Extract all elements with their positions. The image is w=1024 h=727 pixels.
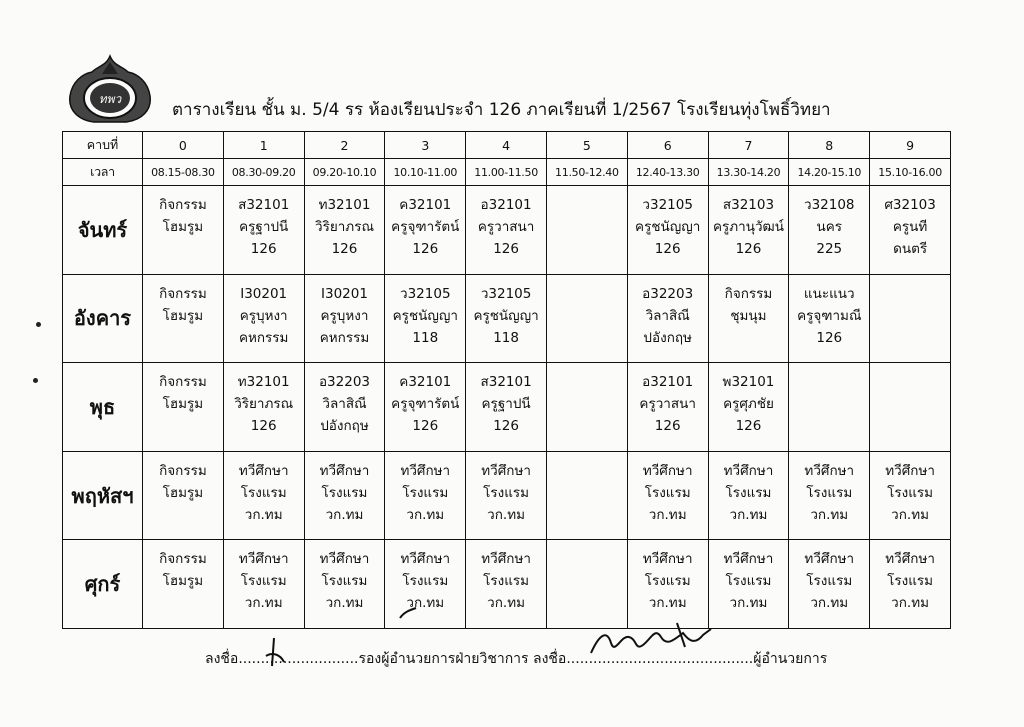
cell-line: ว32105 — [400, 285, 451, 302]
class-cell — [143, 540, 224, 629]
class-cell — [223, 274, 304, 363]
period-number: 7 — [708, 132, 789, 159]
class-cell — [223, 451, 304, 540]
cell-line: วิริยาภรณ — [234, 396, 294, 413]
cell-line: ครูศุภชัย — [723, 396, 774, 413]
cell-line: โฮมรูม — [162, 484, 204, 501]
class-cell — [466, 363, 547, 452]
cell-line: ครูบุหงา — [320, 307, 369, 324]
class-cell — [546, 274, 627, 363]
cell-line: วก.ทม — [487, 506, 525, 523]
time-slot: 11.00-11.50 — [466, 159, 547, 186]
class-cell — [385, 451, 466, 540]
cell-line: 118 — [412, 329, 439, 346]
cell-line: โรงแรม — [402, 573, 449, 590]
class-cell — [385, 540, 466, 629]
cell-line: ค32101 — [399, 374, 452, 391]
cell-line: ครูฐาปนี — [481, 396, 531, 413]
cell-line: วก.ทม — [406, 506, 445, 523]
class-cell — [789, 451, 870, 540]
period-number: 8 — [789, 132, 870, 159]
cell-line: ครูบุหงา — [239, 307, 288, 324]
cell-line: ครูจุฑามณี — [797, 307, 862, 324]
cell-line: ทวีศึกษา — [642, 551, 693, 568]
signature-dots: .......................................... — [566, 651, 754, 667]
cell-line: วก.ทม — [325, 595, 364, 612]
cell-line: โรงแรม — [806, 573, 853, 590]
period-number: 0 — [143, 132, 224, 159]
cell-line: 118 — [493, 329, 519, 346]
cell-line: ปอังกฤษ — [320, 418, 369, 435]
cell-line: ครูจุฑารัตน์ — [391, 396, 460, 413]
cell-line: วก.ทม — [810, 506, 849, 523]
cell-line: 126 — [735, 241, 762, 257]
class-cell — [546, 451, 627, 540]
day-row — [63, 451, 951, 540]
class-cell — [870, 540, 951, 629]
cell-line: ว32108 — [804, 197, 855, 213]
cell-line: ทวีศึกษา — [723, 462, 774, 479]
cell-line: ทวีศึกษา — [885, 551, 935, 568]
period-number: 6 — [627, 132, 708, 159]
cell-line: วก.ทม — [244, 506, 283, 523]
cell-line: 126 — [654, 241, 681, 257]
cell-line: วิลาสิณี — [645, 307, 690, 324]
cell-line: ครูวาสนา — [477, 219, 535, 235]
class-cell — [789, 540, 870, 629]
time-row — [63, 159, 951, 186]
class-cell — [304, 451, 385, 540]
cell-line: ท32101 — [318, 197, 371, 213]
cell-line: วก.ทม — [729, 595, 768, 612]
cell-line: ทวีศึกษา — [238, 551, 289, 568]
class-cell — [143, 363, 224, 452]
day-name: พุธ — [63, 363, 143, 452]
class-cell — [789, 186, 870, 275]
cell-line: วิริยาภรณ — [314, 219, 374, 235]
class-cell — [708, 186, 789, 275]
cell-line: 126 — [493, 241, 519, 257]
svg-text:ทพว: ทพว — [98, 92, 122, 106]
cell-line: โรงแรม — [483, 573, 530, 590]
timetable — [62, 131, 951, 629]
cell-line: โฮมรูม — [162, 219, 204, 235]
period-number: 1 — [223, 132, 304, 159]
class-cell — [870, 363, 951, 452]
cell-line: อ32203 — [642, 285, 694, 302]
pen-stroke — [398, 606, 418, 620]
day-row — [63, 186, 951, 275]
cell-line: วก.ทม — [648, 506, 687, 523]
cell-line: I30201 — [321, 285, 368, 302]
sign-label: ลงชื่อ — [533, 651, 567, 667]
period-number: 3 — [385, 132, 466, 159]
cell-line: ทวีศึกษา — [319, 551, 370, 568]
day-row — [63, 363, 951, 452]
cell-line: ส32103 — [722, 197, 775, 213]
cell-line: ทวีศึกษา — [481, 551, 531, 568]
cell-line: วก.ทม — [729, 506, 768, 523]
cell-line: โรงแรม — [644, 484, 691, 501]
period-number: 2 — [304, 132, 385, 159]
cell-line: วก.ทม — [406, 595, 445, 612]
cell-line: แนะแนว — [803, 285, 855, 302]
cell-line: วิลาสิณี — [322, 396, 367, 413]
handwritten-signature-1 — [262, 636, 288, 670]
class-cell — [143, 451, 224, 540]
class-cell — [143, 186, 224, 275]
cell-line: ครูนที — [892, 219, 928, 235]
class-cell — [627, 363, 708, 452]
cell-line: โรงแรม — [240, 573, 287, 590]
time-slot: 14.20-15.10 — [789, 159, 870, 186]
time-slot: 10.10-11.00 — [385, 159, 466, 186]
day-name: ศุกร์ — [63, 540, 143, 629]
signature-dots: ........................... — [238, 651, 359, 667]
class-cell — [466, 274, 547, 363]
class-cell — [708, 363, 789, 452]
class-cell — [385, 274, 466, 363]
cell-line: วก.ทม — [891, 595, 929, 612]
cell-line: ศ32103 — [884, 197, 936, 213]
cell-line: 126 — [735, 418, 762, 435]
cell-line: 126 — [654, 418, 681, 435]
class-cell — [304, 186, 385, 275]
cell-line: โรงแรม — [321, 573, 368, 590]
cell-line: ทวีศึกษา — [804, 551, 855, 568]
cell-line: โรงแรม — [240, 484, 287, 501]
cell-line: ดนตรี — [893, 241, 928, 257]
cell-line: วก.ทม — [810, 595, 849, 612]
deputy-director-label: รองผู้อำนวยการฝ่ายวิชาการ — [358, 651, 529, 667]
cell-line: ทวีศึกษา — [238, 462, 289, 479]
time-slot: 15.10-16.00 — [870, 159, 951, 186]
class-cell — [789, 274, 870, 363]
cell-line: โรงแรม — [887, 573, 934, 590]
cell-line: กิจกรรม — [724, 285, 773, 302]
cell-line: กิจกรรม — [159, 285, 207, 302]
cell-line: 126 — [331, 241, 358, 257]
cell-line: โรงแรม — [402, 484, 449, 501]
time-label: เวลา — [63, 159, 143, 186]
cell-line: โรงแรม — [725, 484, 772, 501]
cell-line: โรงแรม — [725, 573, 772, 590]
signature-line — [205, 648, 905, 670]
cell-line: อ32203 — [318, 374, 371, 391]
cell-line: ทวีศึกษา — [723, 551, 774, 568]
cell-line: กิจกรรม — [159, 374, 207, 391]
cell-line: วก.ทม — [891, 506, 929, 523]
class-cell — [627, 451, 708, 540]
cell-line: ครูชนัญญา — [473, 307, 539, 324]
cell-line: I30201 — [240, 285, 288, 302]
cell-line: ค32101 — [399, 197, 452, 213]
class-cell — [870, 451, 951, 540]
cell-line: วก.ทม — [325, 506, 364, 523]
cell-line: ครูภานุวัฒน์ — [712, 219, 784, 235]
cell-line: คหกรรม — [319, 329, 370, 346]
time-slot: 09.20-10.10 — [304, 159, 385, 186]
cell-line: 126 — [412, 418, 439, 435]
cell-line: ชุมนุม — [730, 307, 767, 324]
cell-line: ทวีศึกษา — [319, 462, 370, 479]
cell-line: 126 — [412, 241, 439, 257]
day-name: อังคาร — [63, 274, 143, 363]
day-name: พฤหัสฯ — [63, 451, 143, 540]
cell-line: ส32101 — [238, 197, 290, 213]
class-cell — [546, 363, 627, 452]
class-cell — [223, 363, 304, 452]
period-number: 9 — [870, 132, 951, 159]
time-slot: 13.30-14.20 — [708, 159, 789, 186]
class-cell — [546, 186, 627, 275]
cell-line: ครูชนัญญา — [635, 219, 701, 235]
period-number: 4 — [466, 132, 547, 159]
cell-line: ท32101 — [237, 374, 290, 391]
cell-line: ปอังกฤษ — [643, 329, 692, 346]
class-cell — [708, 274, 789, 363]
class-cell — [627, 274, 708, 363]
margin-dot — [33, 378, 38, 383]
class-cell — [385, 363, 466, 452]
director-label: ผู้อำนวยการ — [753, 651, 828, 667]
school-emblem-icon — [62, 52, 158, 124]
cell-line: โฮมรูม — [162, 573, 204, 590]
period-label: คาบที่ — [63, 132, 143, 159]
class-cell — [223, 540, 304, 629]
class-cell — [466, 451, 547, 540]
class-cell — [870, 274, 951, 363]
cell-line: โรงแรม — [321, 484, 368, 501]
cell-line: 225 — [816, 241, 843, 257]
cell-line: วก.ทม — [244, 595, 283, 612]
class-cell — [143, 274, 224, 363]
class-cell — [304, 540, 385, 629]
class-cell — [223, 186, 304, 275]
cell-line: 126 — [816, 329, 843, 346]
time-slot: 12.40-13.30 — [627, 159, 708, 186]
class-cell — [466, 186, 547, 275]
time-slot: 08.30-09.20 — [223, 159, 304, 186]
period-number: 5 — [546, 132, 627, 159]
period-row — [63, 132, 951, 159]
sign-label: ลงชื่อ — [205, 651, 239, 667]
cell-line: อ32101 — [642, 374, 694, 391]
day-row — [63, 274, 951, 363]
cell-line: ครูจุฑารัตน์ — [391, 219, 460, 235]
cell-line: ทวีศึกษา — [400, 462, 451, 479]
cell-line: ส32101 — [480, 374, 532, 391]
class-cell — [304, 274, 385, 363]
handwritten-signature-2 — [585, 615, 725, 665]
cell-line: 126 — [250, 241, 277, 257]
class-cell — [789, 363, 870, 452]
cell-line: ทวีศึกษา — [642, 462, 693, 479]
time-slot: 08.15-08.30 — [143, 159, 224, 186]
time-slot: 11.50-12.40 — [546, 159, 627, 186]
cell-line: โรงแรม — [806, 484, 853, 501]
cell-line: กิจกรรม — [159, 197, 207, 213]
class-cell — [385, 186, 466, 275]
cell-line: 126 — [250, 418, 277, 435]
class-cell — [870, 186, 951, 275]
cell-line: ครูชนัญญา — [392, 307, 458, 324]
cell-line: โฮมรูม — [162, 396, 204, 413]
cell-line: 126 — [493, 418, 519, 435]
page-title: ตารางเรียน ชั้น ม. 5/4 รร ห้องเรียนประจำ 126 ภาคเรียนที่ 1/2567 โรงเรียนทุ่งโพธิ์วิทยา — [172, 100, 831, 120]
cell-line: วก.ทม — [487, 595, 525, 612]
cell-line: ครูวาสนา — [639, 396, 696, 413]
class-cell — [627, 186, 708, 275]
cell-line: กิจกรรม — [159, 551, 207, 568]
cell-line: คหกรรม — [238, 329, 289, 346]
cell-line: อ32101 — [480, 197, 532, 213]
day-name: จันทร์ — [63, 186, 143, 275]
cell-line: ทวีศึกษา — [804, 462, 855, 479]
cell-line: โรงแรม — [887, 484, 934, 501]
cell-line: กิจกรรม — [159, 462, 207, 479]
cell-line: โฮมรูม — [162, 307, 204, 324]
cell-line: ว32105 — [642, 197, 693, 213]
cell-line: ทวีศึกษา — [481, 462, 531, 479]
cell-line: ครูฐาปนี — [239, 219, 289, 235]
class-cell — [304, 363, 385, 452]
margin-dot — [36, 322, 41, 327]
class-cell — [708, 451, 789, 540]
cell-line: ทวีศึกษา — [885, 462, 935, 479]
cell-line: พ32101 — [722, 374, 775, 391]
class-cell — [466, 540, 547, 629]
cell-line: นคร — [816, 219, 843, 235]
cell-line: ว32105 — [480, 285, 532, 302]
cell-line: โรงแรม — [483, 484, 530, 501]
cell-line: วก.ทม — [648, 595, 687, 612]
cell-line: โรงแรม — [644, 573, 691, 590]
cell-line: ทวีศึกษา — [400, 551, 451, 568]
day-row — [63, 540, 951, 629]
